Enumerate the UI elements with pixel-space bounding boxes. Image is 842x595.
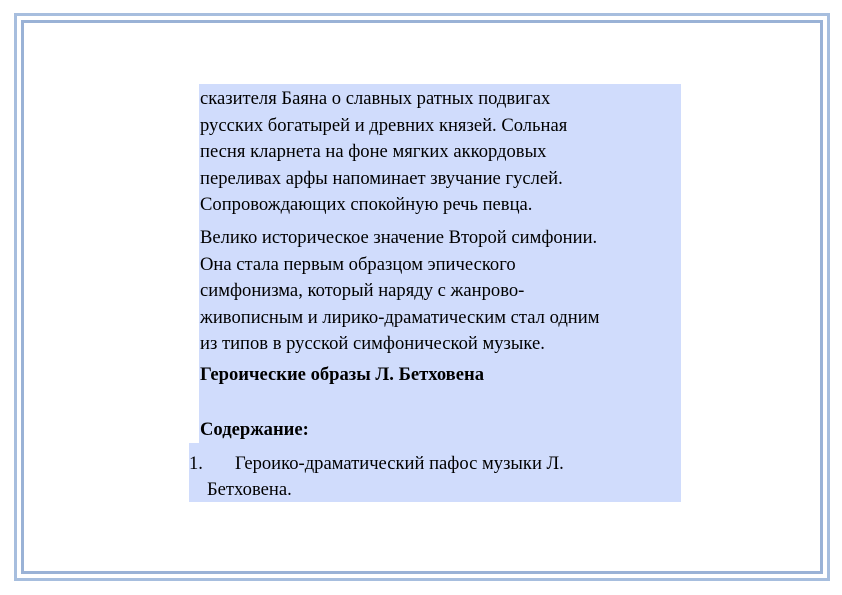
paragraph-line: Велико историческое значение Второй симфонии. (200, 227, 598, 248)
paragraph-line: симфонизма, который наряду с жанрово- (200, 280, 525, 301)
paragraph-line: Она стала первым образцом эпического (200, 253, 516, 275)
paragraph-line: из типов в русской симфонической музыке. (200, 333, 545, 354)
contents-list (189, 443, 681, 502)
list-item-text-continued: Бетховена. (207, 479, 292, 500)
paragraph-2 (199, 225, 599, 358)
text-block (199, 84, 681, 444)
section-heading: Героические образы Л. Бетховена (200, 364, 484, 385)
paragraph-line: живописным и лирико-драматическим стал одним (200, 306, 600, 328)
paragraph-line: песня кларнета на фоне мягких аккордовых (200, 141, 547, 162)
contents-heading: Содержание: (200, 419, 309, 440)
list-item-text: Героико-драматический пафос музыки Л. (235, 453, 564, 474)
paragraph-line: Сопровождающих спокойную речь певца. (200, 194, 533, 215)
paragraph-line: русских богатырей и древних князей. Сольная (200, 114, 568, 136)
list-item-number: 1. (189, 453, 203, 474)
paragraph-line: переливах арфы напоминает звучание гуслей. (200, 167, 563, 189)
paragraph-1 (199, 86, 567, 219)
paragraph-line: сказителя Баяна о славных ратных подвигах (200, 88, 551, 109)
